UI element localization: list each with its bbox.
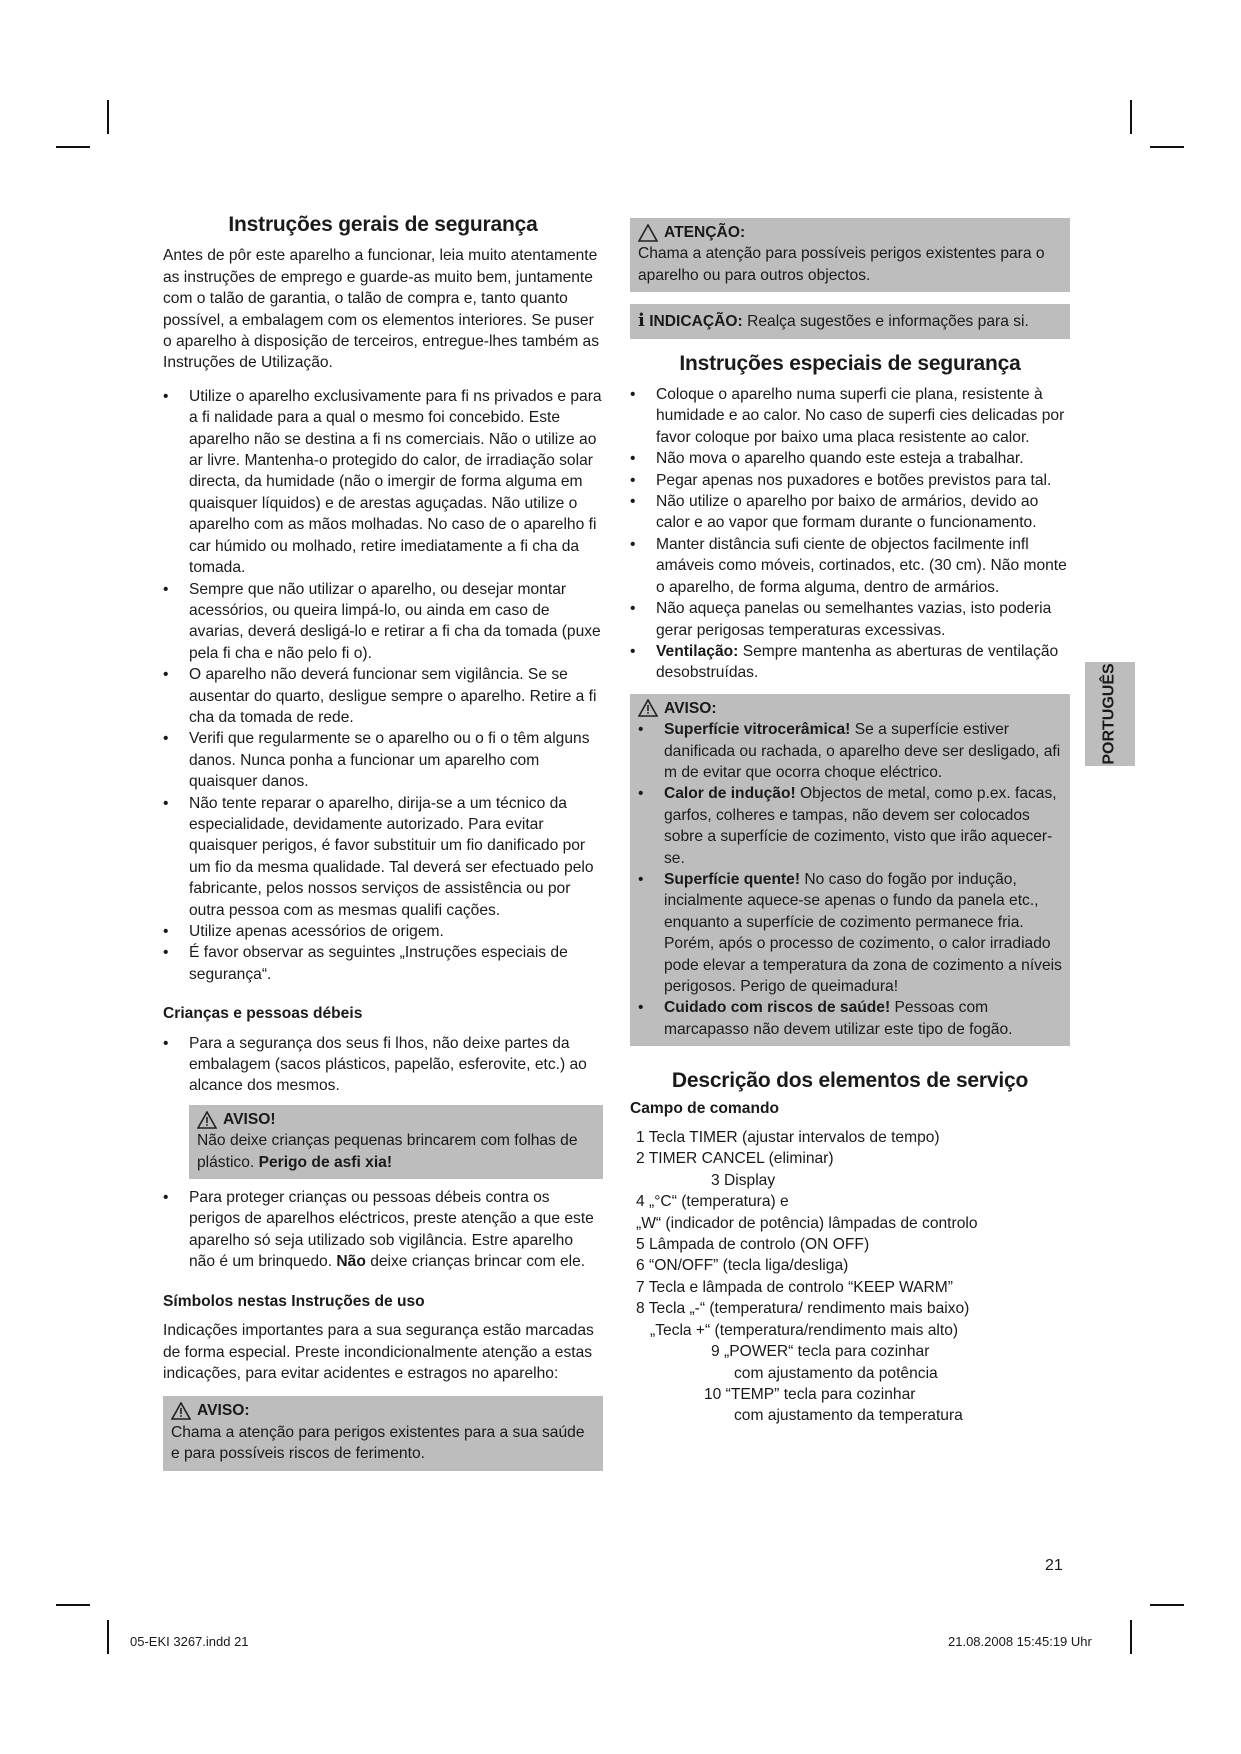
crop-mark [56, 1604, 90, 1606]
page-number: 21 [1045, 1557, 1063, 1574]
aviso-induction-box [630, 694, 1070, 1047]
list-item-emphasis: Não [336, 1253, 366, 1271]
special-safety-list [630, 384, 1070, 684]
crop-mark [56, 146, 90, 148]
list-item: • Utilize o aparelho exclusivamente para fi ns privados e para a fi nalidade para a qual o mesmo foi concebido. Este aparelho não se destina a fi ns comerciais. Não o utilize ao ar livre. Mantenha-o protegido do calor, de irradiação solar directa, da humidade (não o imergir de forma alguma em quaisquer líquidos) e de arestas aguçadas. Não utilize o aparelho com as mãos molhadas. No caso de o aparelho fi car húmido ou molhado, retire imediatamente a fi cha da tomada. [163, 386, 603, 579]
warning-triangle-icon [638, 699, 658, 717]
list-item: • Utilize apenas acessórios de origem. [163, 921, 603, 942]
warning-body: Não deixe crianças pequenas brincarem com folhas de plástico. [197, 1132, 578, 1171]
warning-text: Chama a atenção para perigos existentes para a sua saúde e para possíveis riscos de ferimento. [171, 1423, 585, 1463]
list-item: 9 „POWER“ tecla para cozinhar [711, 1343, 930, 1361]
warning-text [197, 1130, 595, 1173]
list-item: • Não aqueça panelas ou semelhantes vazias, isto poderia gerar perigosas temperaturas excessivas. [630, 598, 1070, 641]
list-item-text: Pessoas com marcapasso não devem utilizar este tipo de fogão. [664, 999, 1013, 1038]
list-item-emphasis: Ventilação: [656, 642, 739, 660]
list-item: • Não utilize o aparelho por baixo de armários, devido ao calor e ao vapor que formam durante o funcionamento. [630, 491, 1070, 534]
list-item: com ajustamento da temperatura [734, 1407, 963, 1425]
list-item: • Manter distância sufi ciente de objectos facilmente infl amáveis como móveis, cortinados, etc. (30 cm). Não monte o aparelho, de forma alguma, dentro de armários. [630, 534, 1070, 598]
list-item: 4 „°C“ (temperatura) e [636, 1193, 789, 1211]
crop-mark [1130, 1620, 1132, 1654]
symbols-paragraph: Indicações importantes para a sua segurança estão marcadas de forma especial. Preste incondicionalmente atenção a estas indicações, para evitar acidentes e estragos no aparelho: [163, 1322, 594, 1382]
atencao-text: Chama a atenção para possíveis perigos existentes para o aparelho ou para outros objectos. [638, 245, 1045, 284]
indicacao-box [630, 304, 1070, 338]
language-tab [1085, 662, 1135, 766]
list-item: 7 Tecla e lâmpada de controlo “KEEP WARM” [636, 1278, 953, 1296]
list-item: • É favor observar as seguintes „Instruções especiais de segurança“. [163, 942, 603, 985]
right-column [630, 218, 1070, 1427]
list-item-text: Para proteger crianças ou pessoas débeis contra os perigos de aparelhos eléctricos, preste atenção a que este aparelho só seja utilizado sob vigilância. Estre aparelho não é um brinquedo. [189, 1189, 594, 1271]
list-item: 1 Tecla TIMER (ajustar intervalos de tempo) [636, 1129, 940, 1147]
children-list-2 [163, 1187, 603, 1273]
list-item: • Verifi que regularmente se o aparelho ou o fi o têm alguns danos. Nunca ponha a funcionar um aparelho com quaisquer danos. [163, 728, 603, 792]
list-item-text-end: deixe crianças brincar com ele. [370, 1253, 586, 1271]
list-item: „W“ (indicador de potência) lâmpadas de controlo [636, 1214, 978, 1232]
children-list [163, 1033, 603, 1097]
list-item: „Tecla +“ (temperatura/rendimento mais alto) [650, 1321, 959, 1339]
list-item: • Não tente reparar o aparelho, dirija-se a um técnico da especialidade, devidamente autorizado. Para evitar quaisquer perigos, é favor substituir um fio danificado por um fio da mesma qualidade. Tal deverá ser efectuado pelo fabricante, pelos nossos serviços de assistência ou por outra pessoa com as mesmas qualifi cações. [163, 793, 603, 921]
controls-list [630, 1127, 1070, 1427]
children-title: Crianças e pessoas débeis [163, 1005, 363, 1023]
list-item: 8 Tecla „-“ (temperatura/ rendimento mais baixo) [636, 1300, 970, 1318]
list-item-emphasis: Cuidado com riscos de saúde! [664, 999, 891, 1017]
special-safety-title: Instruções especiais de segurança [679, 351, 1021, 375]
warning-triangle-icon [197, 1111, 217, 1129]
list-item: • Pegar apenas nos puxadores e botões previstos para tal. [630, 470, 1070, 491]
aviso-list [638, 719, 1062, 1040]
list-item [638, 719, 1062, 783]
atencao-title [638, 222, 1062, 243]
list-item: 2 TIMER CANCEL (eliminar) [636, 1150, 834, 1168]
warning-title [171, 1400, 595, 1421]
list-item-text: Sempre mantenha as aberturas de ventilação desobstruídas. [656, 642, 1059, 682]
crop-mark [1150, 146, 1184, 148]
general-safety-title: Instruções gerais de segurança [228, 213, 538, 236]
footer-date: 21.08.2008 15:45:19 Uhr [948, 1634, 1092, 1649]
list-item-emphasis: Calor de indução! [664, 785, 796, 803]
caution-triangle-icon [638, 224, 658, 242]
list-item-emphasis: Superfície quente! [664, 870, 801, 888]
control-panel-title: Campo de comando [630, 1099, 780, 1117]
crop-mark [1150, 1604, 1184, 1606]
list-item-text: Se a superfície estiver danificada ou rachada, o aparelho deve ser desligado, afi m de evitar que ocorra choque eléctrico. [664, 721, 1061, 781]
list-item: • Sempre que não utilizar o aparelho, ou desejar montar acessórios, ou queira limpá-lo, ou ainda em caso de avarias, deverá desligá-lo e retirar a fi cha da tomada (puxe pela fi cha e não pelo fi o). [163, 579, 603, 665]
warning-title-text: AVISO: [664, 699, 717, 717]
left-column [163, 214, 603, 1471]
list-item [638, 783, 1062, 869]
warning-title-text: AVISO! [223, 1110, 276, 1128]
list-item: 10 “TEMP” tecla para cozinhar [704, 1385, 916, 1403]
list-item: 5 Lâmpada de controlo (ON OFF) [636, 1236, 870, 1254]
indicacao-title: INDICAÇÃO: [649, 313, 743, 331]
crop-mark [1130, 100, 1132, 134]
intro-paragraph: Antes de pôr este aparelho a funcionar, leia muito atentamente as instruções de emprego e guarde-as muito bem, juntamente com o talão de garantia, o talão de compra e, tanto quanto possível, a embalagem com os elementos interiores. Se puser o aparelho à disposição de terceiros, entregue-lhes também as Instruções de Utilização. [163, 247, 600, 372]
warning-triangle-icon [171, 1402, 191, 1420]
list-item: com ajustamento da potência [734, 1364, 938, 1382]
list-item: 6 “ON/OFF” (tecla liga/desliga) [636, 1257, 849, 1275]
controls-description-title: Descrição dos elementos de serviço [671, 1069, 1029, 1093]
list-item-text: No caso do fogão por indução, incialmente aquece-se apenas o fundo da panela etc., enquanto a superfície de cozimento permanece fria. Porém, após o processo de cozimento, o calor irradiado pode elevar a temperatura da zona de cozimento a níveis perigosos. Perigo de queimadura! [664, 870, 1062, 995]
list-item [638, 869, 1062, 997]
list-item: • Para a segurança dos seus fi lhos, não deixe partes da embalagem (sacos plásticos, papelão, esferovite, etc.) ao alcance dos mesmos. [163, 1033, 603, 1097]
language-tab-label: PORTUGUÊS [1101, 663, 1118, 765]
indicacao-text: Realça sugestões e informações para si. [747, 313, 1029, 331]
warning-emphasis: Perigo de asfi xia! [258, 1153, 393, 1171]
warning-title [638, 698, 1062, 719]
general-safety-list [163, 386, 603, 985]
footer-file: 05-EKI 3267.indd 21 [130, 1634, 249, 1649]
warning-title-text: AVISO: [197, 1402, 250, 1420]
list-item-text: Objectos de metal, como p.ex. facas, garfos, colheres e tampas, não devem ser colocados sobre a superfície de cozimento, visto que irão aquecer-se. [664, 785, 1057, 867]
list-item: • Coloque o aparelho numa superfi cie plana, resistente à humidade e ao calor. No caso de superfi cies delicadas por favor coloque por baixo uma placa resistente ao calor. [630, 384, 1070, 448]
warning-title [197, 1109, 595, 1130]
aviso-box [163, 1396, 603, 1470]
list-item: • Não mova o aparelho quando este esteja a trabalhar. [630, 448, 1070, 469]
info-icon: i [638, 310, 645, 332]
list-item [163, 1187, 603, 1273]
list-item [638, 997, 1062, 1040]
children-warning-box [189, 1105, 603, 1179]
list-item: • O aparelho não deverá funcionar sem vigilância. Se se ausentar do quarto, desligue sempre o aparelho. Retire a fi cha da tomada de rede. [163, 664, 603, 728]
atencao-box [630, 218, 1070, 292]
symbols-title: Símbolos nestas Instruções de uso [163, 1292, 425, 1310]
list-item: 3 Display [711, 1171, 776, 1189]
atencao-title-text: ATENÇÃO: [664, 224, 746, 241]
crop-mark [107, 1620, 109, 1654]
list-item [630, 641, 1070, 684]
crop-mark [107, 100, 109, 134]
list-item-emphasis: Superfície vitrocerâmica! [664, 721, 851, 739]
